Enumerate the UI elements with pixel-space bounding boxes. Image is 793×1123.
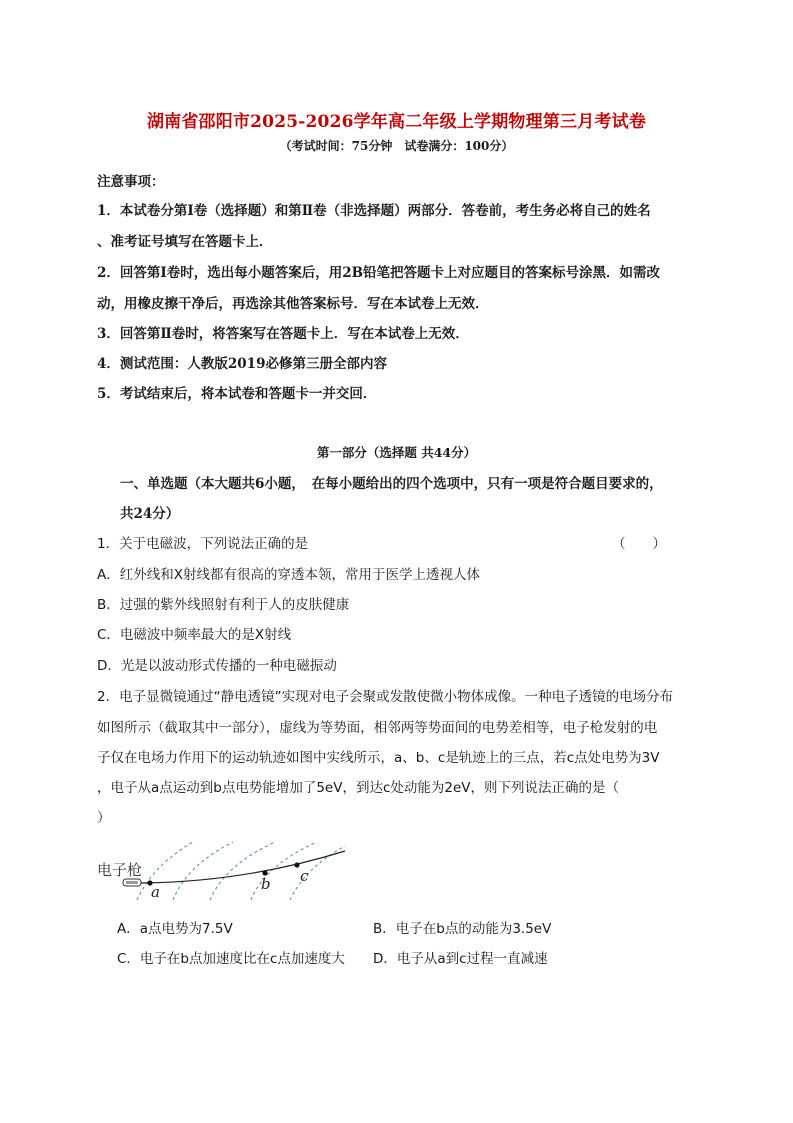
q1-answer-bracket: （ ） (612, 536, 666, 552)
q1-option-d: D．光是以波动形式传播的一种电磁振动 (97, 658, 337, 674)
point-c-label: c (300, 867, 309, 885)
note-line-7: 5．考试结束后，将本试卷和答题卡一并交回． (97, 386, 377, 402)
note-line-6: 4．测试范围：人教版2019必修第三册全部内容 (97, 356, 387, 372)
note-line-5: 3．回答第Ⅱ卷时，将答案写在答题卡上．写在本试卷上无效． (97, 326, 469, 342)
section-heading-line-1: 一、单选题（本大题共6小题， 在每小题给出的四个选项中，只有一项是符合题目要求的， (120, 476, 663, 492)
gun-label: 电子枪 (97, 861, 143, 879)
q2-stem-line-3: 子仅在电场力作用下的运动轨迹如图中实线所示，a、b、c是轨迹上的三点，若c点处电势为3V (97, 750, 660, 766)
q1-stem: 1．关于电磁波，下列说法正确的是 (97, 536, 309, 552)
point-a-label: a (151, 883, 160, 900)
note-line-3: 2．回答第Ⅰ卷时，选出每小题答案后，用2B铅笔把答题卡上对应题目的答案标号涂黑．如需改 (97, 265, 661, 281)
note-line-2: 、准考证号填写在答题卡上． (97, 234, 273, 250)
electron-trajectory (141, 851, 345, 883)
exam-subtitle: （考试时间：75分钟 试卷满分：100分） (279, 139, 514, 153)
exam-title: 湖南省邵阳市2025-2026学年高二年级上学期物理第三月考试卷 (146, 112, 647, 132)
equipotential-line-1 (137, 842, 193, 900)
note-line-4: 动，用橡皮擦干净后，再选涂其他答案标号．写在本试卷上无效． (97, 296, 489, 312)
q2-option-d: D．电子从a到c过程一直减速 (373, 951, 548, 967)
note-line-1: 1．本试卷分第Ⅰ卷（选择题）和第Ⅱ卷（非选择题）两部分．答卷前，考生务必将自己的姓名 (97, 203, 651, 219)
q1-option-a: A．红外线和X射线都有很高的穿透本领，常用于医学上透视人体 (97, 567, 480, 583)
q2-stem-line-5: ） (97, 810, 111, 826)
q2-stem-line-2: 如图所示（截取其中一部分），虚线为等势面，相邻两等势面间的电势差相等，电子枪发射的电 (97, 720, 658, 736)
electron-lens-figure (95, 840, 360, 900)
part1-heading: 第一部分（选择题 共44分） (316, 445, 477, 460)
q2-option-a: A．a点电势为7.5V (117, 921, 233, 937)
point-b-label: b (261, 875, 271, 893)
q2-option-b: B．电子在b点的动能为3.5eV (373, 921, 552, 937)
equipotential-line-2 (173, 842, 233, 900)
q2-option-c: C．电子在b点加速度比在c点加速度大 (117, 951, 345, 967)
section-heading-line-2: 共24分） (120, 506, 180, 522)
notes-heading: 注意事项： (97, 174, 165, 190)
q2-stem-line-1: 2．电子显微镜通过“静电透镜”实现对电子会聚或发散使微小物体成像。一种电子透镜的电场分布 (97, 689, 674, 705)
q1-option-c: C．电磁波中频率最大的是X射线 (97, 627, 292, 643)
point-c-dot (294, 862, 299, 867)
q2-stem-line-4: ，电子从a点运动到b点电势能增加了5eV，到达c处动能为2eV，则下列说法正确的是（ (97, 780, 620, 796)
q1-option-b: B．过强的紫外线照射有利于人的皮肤健康 (97, 597, 350, 613)
electron-gun-icon (123, 879, 141, 886)
